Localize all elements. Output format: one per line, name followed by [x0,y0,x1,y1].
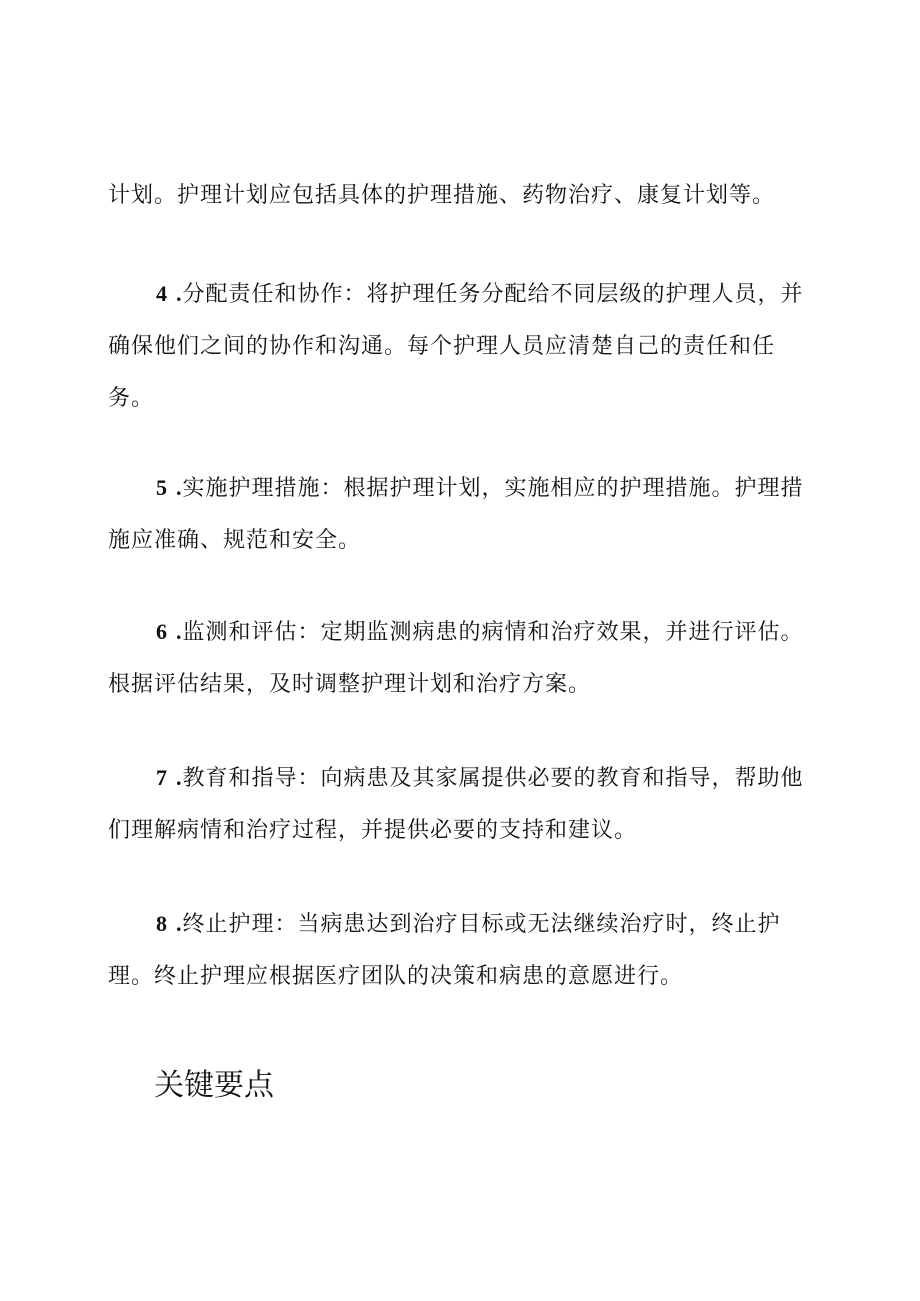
line-text: 终止护理：当病患达到治疗目标或无法继续治疗时，终止护 [182,912,781,937]
paragraph-item-7 [108,752,814,857]
paragraph-line: 们理解病情和治疗过程，并提供必要的支持和建议。 [108,818,638,843]
paragraph-line [108,752,814,805]
item-separator: . [176,765,183,790]
line-text: 教育和指导：向病患及其家属提供必要的教育和指导，帮助他 [182,766,804,791]
paragraph-line: 确保他们之间的协作和沟通。每个护理人员应清楚自己的责任和任 [108,334,776,359]
paragraph-item-6 [108,606,814,711]
item-number: 5 [156,475,168,500]
item-number: 6 [156,619,168,644]
item-separator: . [176,475,183,500]
paragraph-line [108,898,814,951]
line-text: 监测和评估：定期监测病患的病情和治疗效果，并进行评估。 [182,620,804,645]
line-text: 分配责任和协作：将护理任务分配给不同层级的护理人员，并 [182,282,804,307]
item-number: 4 [156,281,168,306]
paragraph-line [108,268,814,321]
paragraph-item-8 [108,898,814,1003]
line-text: 实施护理措施：根据护理计划，实施相应的护理措施。护理措 [182,476,804,501]
paragraph-item-5 [108,462,814,567]
paragraph-line: 务。 [108,386,155,411]
paragraph-line: 施应准确、规范和安全。 [108,528,362,553]
paragraph-line [108,606,814,659]
item-separator: . [176,619,183,644]
paragraph-line [108,462,814,515]
paragraph-continuation [108,170,814,222]
item-number: 7 [156,765,168,790]
paragraph-line: 理。终止护理应根据医疗团队的决策和病患的意愿进行。 [108,964,684,989]
item-separator: . [176,281,183,306]
item-number: 8 [156,911,168,936]
paragraph-line: 计划。护理计划应包括具体的护理措施、药物治疗、康复计划等。 [108,183,776,208]
item-separator: . [176,911,183,936]
paragraph-line: 根据评估结果，及时调整护理计划和治疗方案。 [108,672,592,697]
paragraph-item-4 [108,268,814,425]
section-heading: 关键要点 [154,1068,274,1103]
